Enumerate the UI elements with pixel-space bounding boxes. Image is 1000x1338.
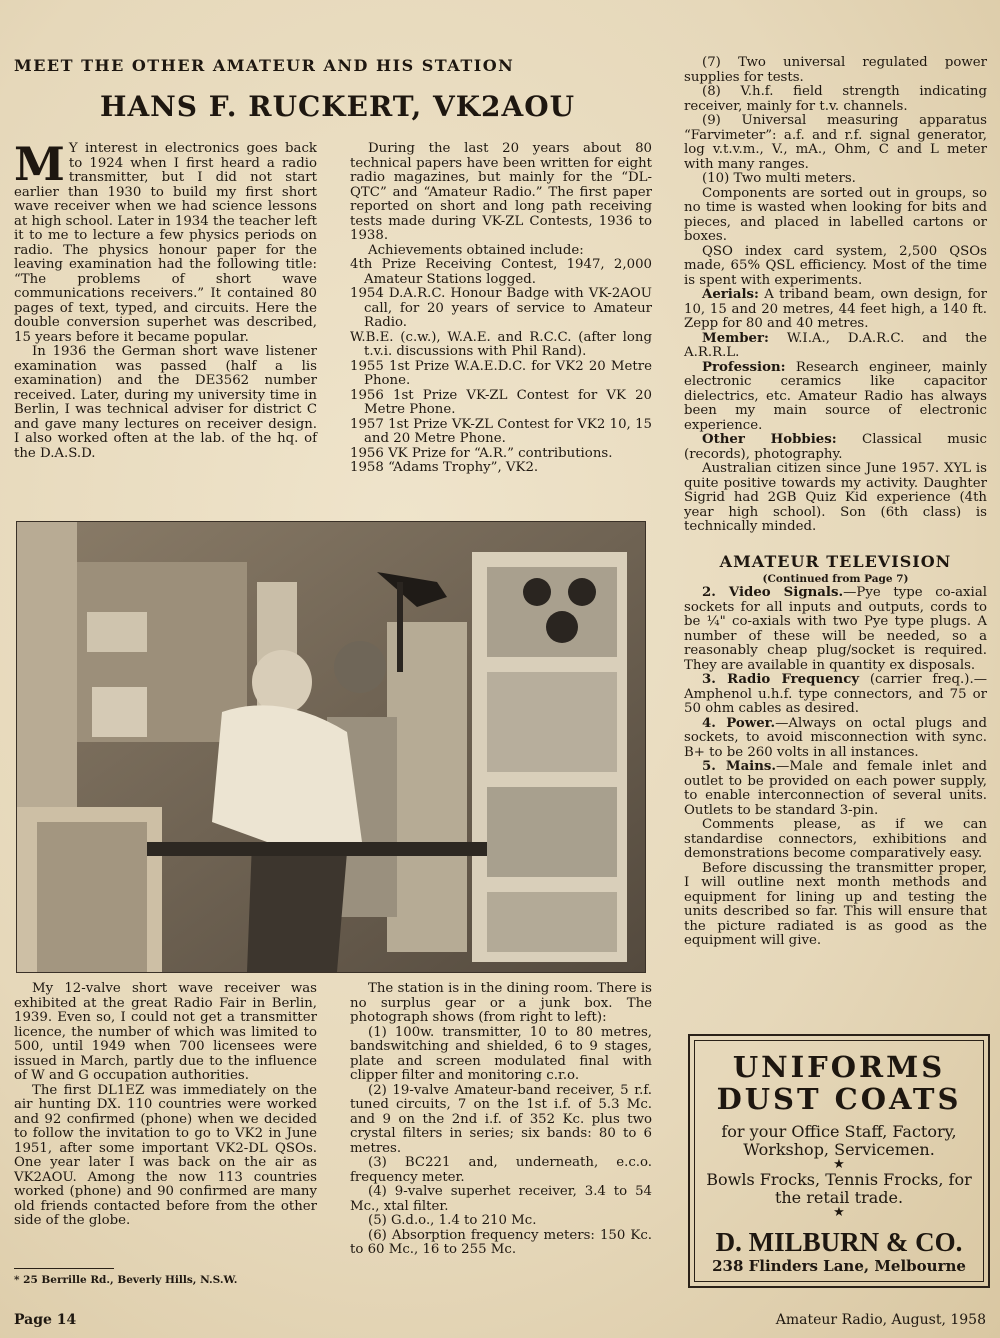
tv-heading: AMATEUR TELEVISION bbox=[719, 552, 952, 571]
aerials-text: A triband beam, own design, for 10, 15 and 20 metres, 44 feet high, a 140 ft. Zepp for 80 and 40 metres. bbox=[684, 287, 987, 331]
list-item: 1954 D.A.R.C. Honour Badge with VK-2AOU call, for 20 years of service to Amateur Radio. bbox=[350, 286, 652, 330]
tv-para: Comments please, as if we can standardise connectors, exhibitions and demonstrations become comparatively easy. bbox=[684, 817, 987, 861]
tv-rf-label: 3. Radio Frequency bbox=[702, 672, 860, 687]
col3-para: (9) Universal measuring apparatus “Farvimeter”: a.f. and r.f. signal generator, log v.t.v.m., V., mA., Ohm, C and L meter with many ranges. bbox=[684, 113, 987, 172]
ad-company-name: D. MILBURN & CO. bbox=[715, 1227, 963, 1257]
col3-para: QSO index card system, 2,500 QSOs made, 65% QSL efficiency. Most of the time is spent with experiments. bbox=[684, 243, 987, 288]
drop-cap: M bbox=[14, 137, 65, 191]
column-2 bbox=[350, 142, 652, 476]
col3-para: Australian citizen since June 1957. XYL is quite positive towards my activity. Daughter Sigrid had 2GB Quiz Kid experience (4th year high school). Son (6th class) is technically minded. bbox=[684, 461, 987, 534]
col2-para-2: Achievements obtained include: bbox=[368, 242, 584, 258]
station-photo-illustration bbox=[17, 522, 645, 972]
col1-para-2: In 1936 the German short wave listener examination was passed (half a lis examination) and the DE3562 number received. Later, during my university time in Berlin, I was technical adviser for district C and gave many lectures on receiver design. I also worked often at the lab. of the hq. of the D.A.S.D. bbox=[14, 344, 317, 461]
list-item: W.B.E. (c.w.), W.A.E. and R.C.C. (after long t.v.i. discussions with Phil Rand). bbox=[350, 329, 652, 359]
list-item: (6) Absorption frequency meters: 150 Kc. to 60 Mc., 16 to 255 Mc. bbox=[350, 1227, 652, 1257]
tv-video-text: —Pye type co-axial sockets for all inputs and outputs, cords to be ¼" co-axials with two Pye type plugs. A number of these will be needed, so a reasonably cheap plug/socket is required. They are available in quantity ex disposals. bbox=[684, 585, 987, 673]
column-5 bbox=[350, 982, 652, 1258]
list-item: (5) G.d.o., 1.4 to 210 Mc. bbox=[368, 1213, 537, 1228]
col5-para-1: The station is in the dining room. There is no surplus gear or a junk box. The photograph shows (from right to left): bbox=[350, 981, 652, 1025]
ad-line-dust-coats: DUST COATS bbox=[716, 1082, 962, 1116]
footnote: * 25 Berrille Rd., Beverly Hills, N.S.W. bbox=[14, 1274, 238, 1286]
list-item: (4) 9-valve superhet receiver, 3.4 to 54 Mc., xtal filter. bbox=[350, 1184, 652, 1214]
advertisement-inner bbox=[694, 1040, 984, 1282]
hobbies-para bbox=[684, 433, 987, 462]
page-number: Page 14 bbox=[14, 1312, 77, 1328]
list-item: 1956 VK Prize for “A.R.” contributions. bbox=[350, 445, 613, 461]
tv-power-text: —Always on octal plugs and sockets, to avoid misconnection with sync. B+ to be 260 volts in all instances. bbox=[684, 715, 987, 760]
station-photo bbox=[16, 521, 646, 973]
footnote-rule bbox=[14, 1268, 114, 1269]
series-kicker: MEET THE OTHER AMATEUR AND HIS STATION bbox=[14, 56, 515, 75]
list-item: (1) 100w. transmitter, 10 to 80 metres, bandswitching and shielded, 6 to 9 stages, plate and screen modulated final with clipper filter and monitoring c.r.o. bbox=[350, 1024, 652, 1083]
ad-line-uniforms: UNIFORMS bbox=[732, 1050, 946, 1084]
ad-line-frocks: Bowls Frocks, Tennis Frocks, for the retail trade. bbox=[706, 1170, 972, 1207]
profession-para bbox=[684, 361, 987, 434]
tv-rf-para bbox=[684, 673, 987, 717]
col3-para: (10) Two multi meters. bbox=[702, 171, 856, 186]
achievements-list bbox=[350, 258, 652, 476]
list-item: (3) BC221 and, underneath, e.c.o. frequency meter. bbox=[350, 1155, 652, 1185]
list-item: 1956 1st Prize VK-ZL Contest for VK 20 Metre Phone. bbox=[350, 387, 652, 417]
magazine-issue: Amateur Radio, August, 1958 bbox=[775, 1312, 986, 1328]
column-tv bbox=[684, 586, 987, 949]
aerials-label: Aerials: bbox=[702, 287, 759, 302]
member-para bbox=[684, 332, 987, 361]
col4-para-1: My 12-valve short wave receiver was exhibited at the great Radio Fair in Berlin, 1939. Even so, I could not get a transmitter licence, the number of which was limited to 500, until 1949 when 700 licensees were issued in March, partly due to the influence of W and G occupation authorities. bbox=[14, 981, 317, 1083]
list-item: 1957 1st Prize VK-ZL Contest for VK2 10, 15 and 20 Metre Phone. bbox=[350, 416, 652, 446]
tv-mains-label: 5. Mains. bbox=[702, 759, 777, 774]
col3-para: (8) V.h.f. field strength indicating receiver, mainly for t.v. channels. bbox=[684, 84, 987, 114]
list-item: 4th Prize Receiving Contest, 1947, 2,000 Amateur Stations logged. bbox=[350, 257, 652, 287]
profession-text: Research engineer, mainly electronic ceramics like capacitor dielectrics, etc. Amateur Radio has always been my main source of electronic experience. bbox=[684, 359, 987, 433]
col3-para: Components are sorted out in groups, so no time is wasted when looking for bits and pieces, and placed in labelled cartons or boxes. bbox=[684, 185, 987, 244]
advertisement-box bbox=[688, 1034, 990, 1288]
column-1 bbox=[14, 137, 317, 461]
tv-mains-para bbox=[684, 760, 987, 818]
col3-para: (7) Two universal regulated power supplies for tests. bbox=[684, 55, 987, 85]
aerials-para bbox=[684, 288, 987, 332]
tv-video-label: 2. Video Signals. bbox=[702, 585, 844, 600]
star-icon: ★ bbox=[833, 1205, 845, 1220]
member-text: W.I.A., D.A.R.C. and the A.R.R.L. bbox=[684, 330, 987, 360]
tv-mains-text: —Male and female inlet and outlet to be provided on each power supply, to enable interconnection of several units. Outlets to be standard 3-pin. bbox=[684, 759, 987, 818]
col2-para-1: During the last 20 years about 80 technical papers have been written for eight radio magazines, but mainly for the “DL-QTC” and “Amateur Radio.” The first paper reported on short and long path receiving tests made during VK-ZL Contests, 1936 to 1938. bbox=[350, 141, 652, 243]
list-item: 1955 1st Prize W.A.E.D.C. for VK2 20 Metre Phone. bbox=[350, 358, 652, 388]
tv-power-para bbox=[684, 717, 987, 761]
tv-continued-note: (Continued from Page 7) bbox=[762, 573, 909, 585]
col4-para-2: The first DL1EZ was immediately on the air hunting DX. 110 countries were worked and 92 confirmed (phone) when we decided to follow the invitation to go to VK2 in June 1951, after some important VK2-DL QSOs. One year later I was back on the air as VK2AOU. Among the now 113 countries worked (phone) and 90 confirmed are many old friends contacted before from the other side of the globe. bbox=[14, 1082, 317, 1228]
column-4 bbox=[14, 982, 317, 1229]
tv-video-para bbox=[684, 586, 987, 673]
list-item: (2) 19-valve Amateur-band receiver, 5 r.f. tuned circuits, 7 on the 1st i.f. of 5.3 Mc. and 9 on the 2nd i.f. of 352 Kc. plus two crystal filters in series; six bands: 80 to 6 metres. bbox=[350, 1082, 652, 1156]
col1-para-1: Y interest in electronics goes back to 1924 when I first heard a radio transmitter, but I did not start earlier than 1930 to build my first short wave receiver when we had science lessons at high school. Later in 1934 the teacher left it to me to lecture a few physics periods on radio. The physics honour paper for the leaving examination had the following title: “The problems of short wave communications receivers.” It contained 80 pages of text, typed, and circuits. Here the double conversion superhet was described, 15 years before it became popular. bbox=[14, 141, 317, 345]
ad-line-staff: for your Office Staff, Factory, Workshop, Servicemen. bbox=[721, 1122, 957, 1159]
list-item: 1958 “Adams Trophy”, VK2. bbox=[350, 460, 539, 475]
member-label: Member: bbox=[702, 330, 769, 346]
tv-para: Before discussing the transmitter proper, I will outline next month methods and equipment for lining up and testing the units described so far. This will ensure that the picture radiated is as good as the equipment will give. bbox=[684, 860, 987, 948]
column-3 bbox=[684, 56, 987, 535]
equipment-list bbox=[350, 1026, 652, 1258]
ad-address: 238 Flinders Lane, Melbourne bbox=[712, 1257, 966, 1275]
tv-power-label: 4. Power. bbox=[702, 715, 776, 731]
tv-rf-text: (carrier freq.).—Amphenol u.h.f. type connectors, and 75 or 50 ohm cables as desired. bbox=[684, 672, 987, 716]
article-title: HANS F. RUCKERT, VK2AOU bbox=[100, 90, 576, 123]
star-icon: ★ bbox=[833, 1157, 845, 1172]
hobbies-text: Classical music (records), photography. bbox=[684, 432, 988, 462]
hobbies-label: Other Hobbies: bbox=[702, 432, 837, 447]
profession-label: Profession: bbox=[702, 359, 786, 375]
